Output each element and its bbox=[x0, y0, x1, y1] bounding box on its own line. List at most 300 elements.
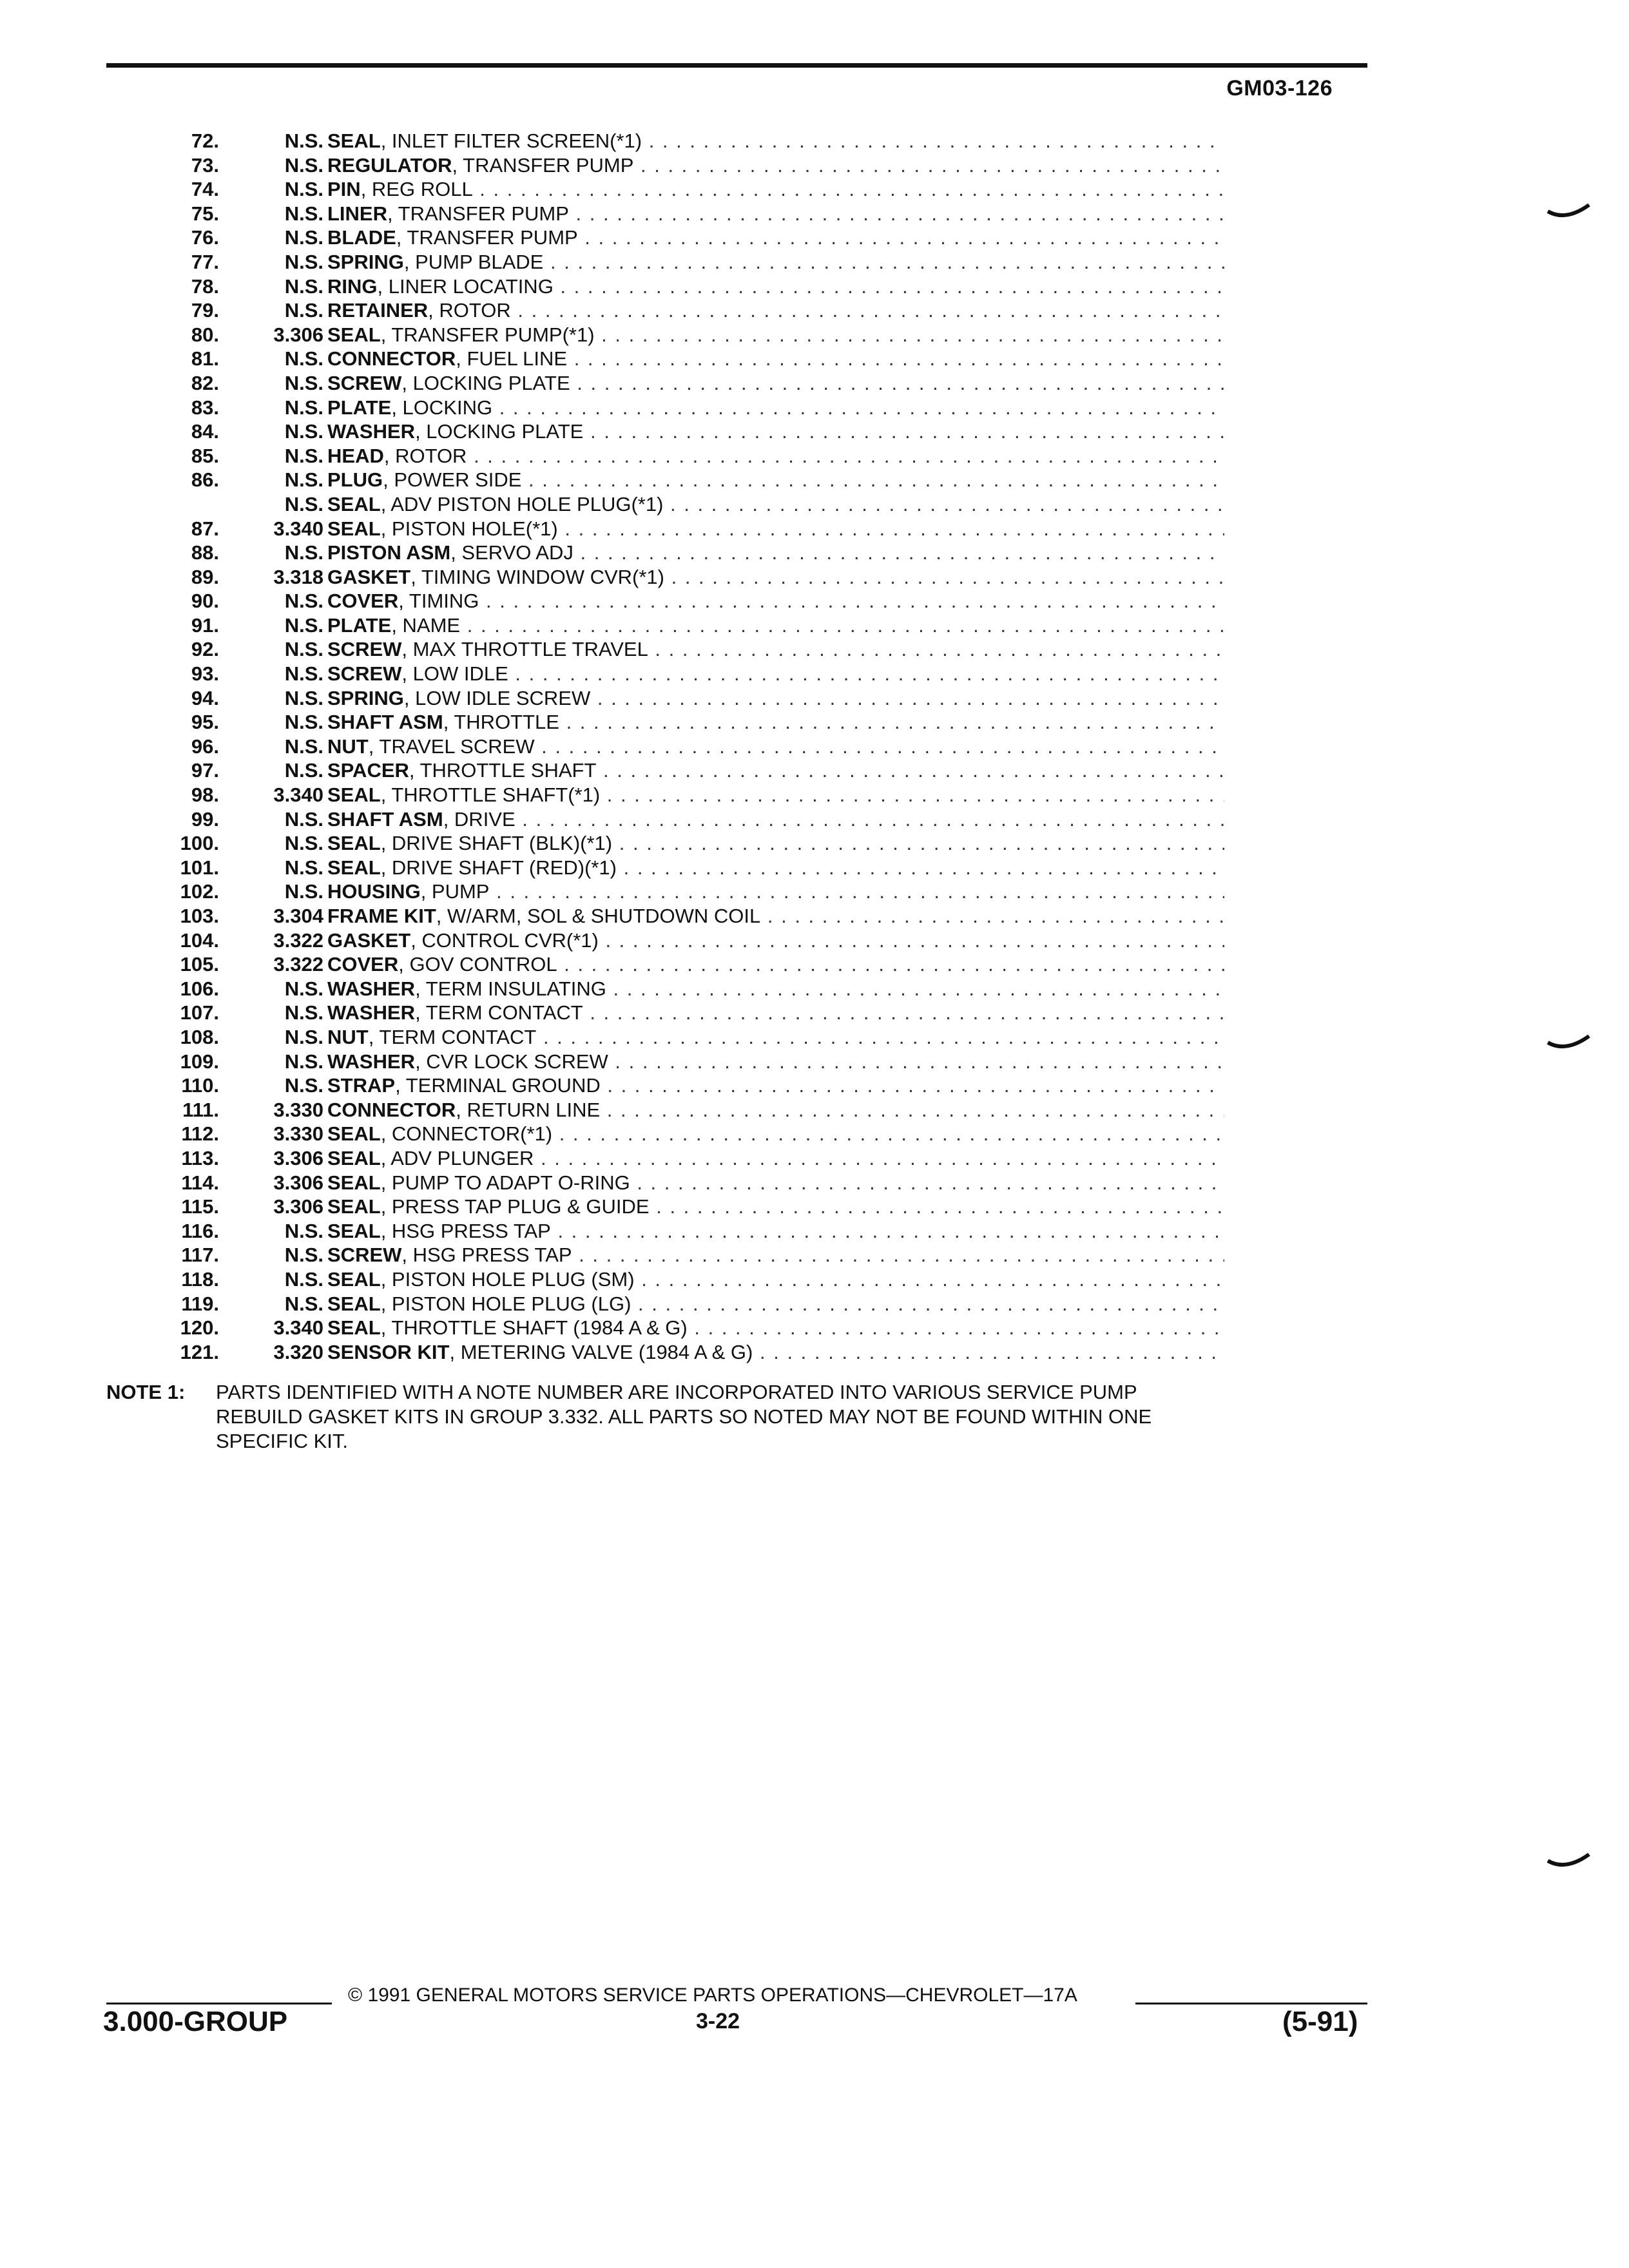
part-group: N.S. bbox=[284, 1001, 323, 1024]
part-description bbox=[327, 977, 1224, 1001]
part-detail: , TERM CONTACT bbox=[368, 1025, 537, 1048]
part-row bbox=[148, 710, 1224, 735]
part-row bbox=[148, 202, 1224, 226]
part-name: COVER bbox=[327, 953, 399, 976]
part-row bbox=[148, 662, 1224, 686]
note-label: NOTE 1: bbox=[106, 1381, 186, 1403]
part-name: RETAINER bbox=[327, 299, 429, 322]
part-name: WASHER bbox=[327, 420, 416, 443]
part-name: SHAFT ASM bbox=[327, 807, 443, 831]
part-group: N.S. bbox=[284, 299, 323, 322]
part-detail: , CONTROL CVR(*1) bbox=[410, 928, 599, 952]
part-group: N.S. bbox=[284, 807, 323, 831]
page-number: 3-22 bbox=[696, 2009, 740, 2033]
part-group: N.S. bbox=[284, 420, 323, 443]
parts-list bbox=[148, 129, 1224, 1364]
part-detail: , FUEL LINE bbox=[456, 347, 568, 370]
part-row bbox=[148, 1001, 1224, 1025]
part-row bbox=[148, 807, 1224, 832]
part-detail: , SERVO ADJ bbox=[450, 541, 574, 564]
part-detail: , PISTON HOLE PLUG (SM) bbox=[380, 1267, 635, 1291]
part-group: N.S. bbox=[284, 226, 323, 249]
part-row bbox=[148, 1146, 1224, 1171]
part-detail: , TRANSFER PUMP bbox=[452, 153, 634, 177]
part-detail: , THROTTLE SHAFT (1984 A & G) bbox=[380, 1316, 688, 1340]
part-row bbox=[148, 735, 1224, 759]
part-description bbox=[327, 1340, 1224, 1365]
part-detail: , METERING VALVE (1984 A & G) bbox=[449, 1340, 753, 1363]
part-number: 86. bbox=[191, 468, 219, 492]
part-number: 101. bbox=[180, 856, 219, 879]
part-group: N.S. bbox=[284, 130, 323, 152]
part-name: STRAP bbox=[327, 1074, 396, 1097]
part-group: 3.340 bbox=[273, 1316, 323, 1340]
part-description bbox=[327, 904, 1224, 928]
part-name: SEAL bbox=[327, 1171, 381, 1194]
part-description bbox=[327, 468, 1224, 492]
part-group: N.S. bbox=[284, 492, 323, 515]
part-description bbox=[327, 807, 1224, 832]
part-description bbox=[327, 177, 1224, 202]
part-group: N.S. bbox=[284, 468, 323, 492]
part-group: N.S. bbox=[284, 1267, 323, 1291]
part-number: 98. bbox=[191, 783, 219, 807]
part-number: 113. bbox=[181, 1146, 219, 1169]
part-detail: , TRANSFER PUMP bbox=[396, 226, 578, 249]
part-name: SEAL bbox=[327, 783, 381, 807]
part-detail: , PISTON HOLE PLUG (LG) bbox=[380, 1292, 631, 1315]
part-number: 82. bbox=[191, 371, 219, 394]
part-number: 73. bbox=[191, 153, 219, 177]
part-name: SPRING bbox=[327, 250, 404, 273]
part-detail: , TERMINAL GROUND bbox=[395, 1074, 601, 1097]
part-detail: , LINER LOCATING bbox=[377, 274, 554, 298]
part-description bbox=[327, 1292, 1224, 1316]
part-row bbox=[148, 613, 1224, 638]
part-description bbox=[327, 1219, 1224, 1244]
part-detail: , THROTTLE bbox=[443, 711, 559, 734]
part-number: 100. bbox=[180, 832, 219, 855]
part-row bbox=[148, 274, 1224, 299]
part-detail: , LOCKING bbox=[391, 396, 493, 419]
part-row bbox=[148, 952, 1224, 977]
part-number: 90. bbox=[191, 590, 219, 613]
part-row bbox=[148, 1025, 1224, 1050]
part-row bbox=[148, 1073, 1224, 1098]
part-number: 111. bbox=[182, 1098, 219, 1121]
part-name: SCREW bbox=[327, 638, 402, 661]
part-description bbox=[327, 202, 1224, 226]
part-detail: , ADV PLUNGER bbox=[380, 1146, 534, 1169]
part-description bbox=[327, 396, 1224, 420]
part-name: SEAL bbox=[327, 1122, 381, 1146]
part-description bbox=[327, 371, 1224, 396]
part-row bbox=[148, 129, 1224, 153]
part-description bbox=[327, 1073, 1224, 1098]
part-group: N.S. bbox=[284, 1292, 323, 1315]
part-name: CONNECTOR bbox=[327, 347, 456, 370]
part-name: SEAL bbox=[327, 1267, 381, 1291]
part-detail: , CONNECTOR(*1) bbox=[380, 1122, 553, 1146]
part-detail: , LOCKING PLATE bbox=[415, 420, 584, 443]
part-row bbox=[148, 904, 1224, 928]
part-number: 76. bbox=[191, 226, 219, 249]
part-group: N.S. bbox=[284, 977, 323, 1000]
part-number: 75. bbox=[191, 202, 219, 225]
part-row bbox=[148, 928, 1224, 953]
part-group: 3.304 bbox=[273, 905, 323, 927]
part-detail: , TIMING WINDOW CVR(*1) bbox=[410, 565, 664, 588]
part-detail: , PISTON HOLE(*1) bbox=[380, 517, 558, 540]
part-group: 3.322 bbox=[273, 953, 323, 976]
part-detail: , TIMING bbox=[398, 590, 479, 613]
part-group: N.S. bbox=[284, 541, 323, 564]
part-number: 103. bbox=[180, 905, 219, 927]
part-number: 84. bbox=[191, 420, 219, 443]
part-detail: , TRAVEL SCREW bbox=[368, 735, 535, 758]
part-row bbox=[148, 250, 1224, 274]
part-detail: , THROTTLE SHAFT bbox=[409, 759, 597, 782]
part-group: N.S. bbox=[284, 202, 323, 225]
part-detail: , ROTOR bbox=[428, 299, 511, 322]
part-detail: , REG ROLL bbox=[360, 178, 473, 201]
part-name: SEAL bbox=[327, 856, 381, 879]
part-name: HOUSING bbox=[327, 880, 421, 903]
part-row bbox=[148, 153, 1224, 178]
part-name: NUT bbox=[327, 1025, 369, 1048]
part-detail: , ROTOR bbox=[383, 444, 467, 467]
part-group: N.S. bbox=[284, 662, 323, 686]
part-name: WASHER bbox=[327, 977, 416, 1000]
part-name: SPRING bbox=[327, 686, 404, 709]
footer-rule bbox=[106, 2003, 332, 2004]
part-row bbox=[148, 177, 1224, 202]
part-description bbox=[327, 1001, 1224, 1025]
part-description bbox=[327, 783, 1224, 807]
part-name: SEAL bbox=[327, 1219, 381, 1242]
part-description bbox=[327, 1171, 1224, 1195]
part-name: RING bbox=[327, 274, 378, 298]
part-detail: , DRIVE SHAFT (BLK)(*1) bbox=[380, 832, 613, 855]
part-detail: , DRIVE bbox=[443, 807, 516, 831]
part-name: LINER bbox=[327, 202, 387, 225]
part-group: 3.306 bbox=[273, 1146, 323, 1169]
footer-rule bbox=[1135, 2003, 1367, 2004]
part-row bbox=[148, 1122, 1224, 1146]
part-group: N.S. bbox=[284, 1244, 323, 1267]
part-detail: , PUMP bbox=[420, 880, 490, 903]
part-name: SHAFT ASM bbox=[327, 711, 443, 734]
part-group: N.S. bbox=[284, 735, 323, 758]
part-description bbox=[327, 1122, 1224, 1146]
part-group: N.S. bbox=[284, 1074, 323, 1097]
part-number: 96. bbox=[191, 735, 219, 758]
part-description bbox=[327, 1316, 1224, 1340]
part-number: 77. bbox=[191, 250, 219, 273]
part-description bbox=[327, 541, 1224, 565]
part-description bbox=[327, 637, 1224, 662]
part-name: PLUG bbox=[327, 468, 383, 492]
part-group: 3.330 bbox=[273, 1122, 323, 1146]
copyright-line: © 1991 GENERAL MOTORS SERVICE PARTS OPERATIONS—CHEVROLET—17A bbox=[348, 1984, 1077, 2006]
part-description bbox=[327, 735, 1224, 759]
note-text bbox=[216, 1380, 1311, 1454]
part-description bbox=[327, 952, 1224, 977]
part-description bbox=[327, 298, 1224, 323]
part-description bbox=[327, 1098, 1224, 1122]
part-number: 74. bbox=[191, 178, 219, 201]
part-description bbox=[327, 1025, 1224, 1050]
part-number: 94. bbox=[191, 686, 219, 709]
part-description bbox=[327, 347, 1224, 371]
part-description bbox=[327, 129, 1224, 153]
part-detail: , LOW IDLE bbox=[401, 662, 508, 686]
part-group: N.S. bbox=[284, 444, 323, 467]
part-group: N.S. bbox=[284, 274, 323, 298]
part-group: 3.340 bbox=[273, 783, 323, 807]
part-number: 115. bbox=[181, 1195, 219, 1218]
part-description bbox=[327, 1146, 1224, 1171]
part-row bbox=[148, 396, 1224, 420]
part-detail: , TERM CONTACT bbox=[415, 1001, 583, 1024]
part-row bbox=[148, 371, 1224, 396]
part-group: N.S. bbox=[284, 396, 323, 419]
part-detail: , LOW IDLE SCREW bbox=[403, 686, 591, 709]
part-row bbox=[148, 637, 1224, 662]
part-name: NUT bbox=[327, 735, 369, 758]
part-description bbox=[327, 879, 1224, 904]
part-detail: , POWER SIDE bbox=[383, 468, 522, 492]
part-number: 85. bbox=[191, 444, 219, 467]
part-detail: , HSG PRESS TAP bbox=[401, 1244, 572, 1267]
part-row bbox=[148, 517, 1224, 541]
part-group: N.S. bbox=[284, 1219, 323, 1242]
part-number: 97. bbox=[191, 759, 219, 782]
part-name: GASKET bbox=[327, 565, 411, 588]
part-name: PLATE bbox=[327, 396, 392, 419]
part-name: SEAL bbox=[327, 1292, 381, 1315]
part-row bbox=[148, 444, 1224, 468]
part-name: PLATE bbox=[327, 613, 392, 637]
part-name: SEAL bbox=[327, 492, 381, 515]
part-detail: , MAX THROTTLE TRAVEL bbox=[401, 638, 648, 661]
top-rule bbox=[106, 63, 1367, 68]
part-number: 88. bbox=[191, 541, 219, 564]
part-row bbox=[148, 1195, 1224, 1219]
margin-tick-icon bbox=[1547, 1849, 1592, 1875]
part-number: 102. bbox=[180, 880, 219, 903]
part-row bbox=[148, 226, 1224, 250]
part-name: SEAL bbox=[327, 1316, 381, 1340]
part-description bbox=[327, 565, 1224, 590]
part-number: 99. bbox=[191, 807, 219, 831]
part-description bbox=[327, 1243, 1224, 1267]
part-row bbox=[148, 1098, 1224, 1122]
part-description bbox=[327, 589, 1224, 613]
part-row bbox=[148, 856, 1224, 880]
part-description bbox=[327, 1050, 1224, 1074]
part-group: N.S. bbox=[284, 153, 323, 177]
part-row bbox=[148, 468, 1224, 492]
part-number: 107. bbox=[180, 1001, 219, 1024]
part-row bbox=[148, 1292, 1224, 1316]
part-detail: , TERM INSULATING bbox=[415, 977, 606, 1000]
part-row bbox=[148, 1316, 1224, 1340]
part-number: 89. bbox=[191, 565, 219, 588]
part-detail: , TRANSFER PUMP bbox=[387, 202, 569, 225]
part-group: N.S. bbox=[284, 613, 323, 637]
part-number: 109. bbox=[180, 1050, 219, 1073]
part-row bbox=[148, 492, 1224, 517]
document-code: GM03-126 bbox=[1226, 76, 1333, 101]
revision-date: (5-91) bbox=[1282, 2006, 1358, 2037]
part-number: 118. bbox=[181, 1267, 219, 1291]
part-number: 104. bbox=[180, 928, 219, 952]
part-name: SEAL bbox=[327, 1195, 381, 1218]
part-description bbox=[327, 444, 1224, 468]
part-detail: , ADV PISTON HOLE PLUG(*1) bbox=[380, 492, 664, 515]
part-group: 3.306 bbox=[273, 1195, 323, 1218]
part-name: CONNECTOR bbox=[327, 1098, 456, 1121]
part-name: PISTON ASM bbox=[327, 541, 451, 564]
part-number: 72. bbox=[191, 130, 219, 152]
part-number: 92. bbox=[191, 638, 219, 661]
part-group: N.S. bbox=[284, 759, 323, 782]
part-number: 116. bbox=[181, 1219, 219, 1242]
part-description bbox=[327, 153, 1224, 178]
part-name: PIN bbox=[327, 178, 361, 201]
part-row bbox=[148, 298, 1224, 323]
part-name: SEAL bbox=[327, 130, 381, 152]
part-group: N.S. bbox=[284, 832, 323, 855]
part-row bbox=[148, 1340, 1224, 1365]
part-group: N.S. bbox=[284, 856, 323, 879]
part-group: 3.318 bbox=[273, 565, 323, 588]
part-group: N.S. bbox=[284, 250, 323, 273]
part-description bbox=[327, 419, 1224, 444]
part-number: 112. bbox=[181, 1122, 219, 1146]
part-row bbox=[148, 758, 1224, 783]
part-description bbox=[327, 1195, 1224, 1219]
part-name: HEAD bbox=[327, 444, 384, 467]
part-number: 114. bbox=[181, 1171, 219, 1194]
part-description bbox=[327, 928, 1224, 953]
part-row bbox=[148, 977, 1224, 1001]
part-number: 93. bbox=[191, 662, 219, 686]
part-number: 91. bbox=[191, 613, 219, 637]
margin-tick-icon bbox=[1547, 1031, 1592, 1057]
part-number: 95. bbox=[191, 711, 219, 734]
part-detail: , GOV CONTROL bbox=[398, 953, 557, 976]
part-name: WASHER bbox=[327, 1050, 416, 1073]
part-group: N.S. bbox=[284, 347, 323, 370]
part-name: SCREW bbox=[327, 1244, 402, 1267]
part-group: N.S. bbox=[284, 178, 323, 201]
part-name: SPACER bbox=[327, 759, 409, 782]
part-detail: , CVR LOCK SCREW bbox=[415, 1050, 608, 1073]
part-number: 119. bbox=[181, 1292, 219, 1315]
part-row bbox=[148, 323, 1224, 347]
part-name: SEAL bbox=[327, 1146, 381, 1169]
part-detail: , PUMP TO ADAPT O-RING bbox=[380, 1171, 630, 1194]
part-number: 110. bbox=[181, 1074, 219, 1097]
note-line: PARTS IDENTIFIED WITH A NOTE NUMBER ARE INCORPORATED INTO VARIOUS SERVICE PUMP bbox=[216, 1381, 1137, 1403]
part-number: 105. bbox=[180, 953, 219, 976]
part-name: SCREW bbox=[327, 371, 402, 394]
part-detail: , LOCKING PLATE bbox=[401, 371, 570, 394]
note-line: SPECIFIC KIT. bbox=[216, 1430, 348, 1452]
part-detail: , INLET FILTER SCREEN(*1) bbox=[380, 130, 642, 152]
part-row bbox=[148, 1267, 1224, 1292]
part-group: N.S. bbox=[284, 1025, 323, 1048]
part-row bbox=[148, 1243, 1224, 1267]
part-row bbox=[148, 1219, 1224, 1244]
part-detail: , HSG PRESS TAP bbox=[380, 1219, 551, 1242]
part-group: 3.306 bbox=[273, 323, 323, 346]
part-detail: , W/ARM, SOL & SHUTDOWN COIL bbox=[436, 905, 761, 927]
part-group: 3.322 bbox=[273, 928, 323, 952]
part-row bbox=[148, 565, 1224, 590]
part-description bbox=[327, 250, 1224, 274]
part-name: BLADE bbox=[327, 226, 396, 249]
part-description bbox=[327, 686, 1224, 711]
part-row bbox=[148, 783, 1224, 807]
part-row bbox=[148, 347, 1224, 371]
part-name: COVER bbox=[327, 590, 399, 613]
part-detail: , TRANSFER PUMP(*1) bbox=[380, 323, 595, 346]
part-name: GASKET bbox=[327, 928, 411, 952]
part-description bbox=[327, 710, 1224, 735]
part-description bbox=[327, 831, 1224, 856]
part-number: 117. bbox=[181, 1244, 219, 1267]
part-description bbox=[327, 323, 1224, 347]
part-number: 83. bbox=[191, 396, 219, 419]
part-row bbox=[148, 419, 1224, 444]
part-name: SEAL bbox=[327, 832, 381, 855]
part-group: 3.330 bbox=[273, 1098, 323, 1121]
part-description bbox=[327, 856, 1224, 880]
note-line: REBUILD GASKET KITS IN GROUP 3.332. ALL PARTS SO NOTED MAY NOT BE FOUND WITHIN ONE bbox=[216, 1405, 1152, 1428]
part-detail: , RETURN LINE bbox=[456, 1098, 601, 1121]
margin-tick-icon bbox=[1547, 200, 1592, 226]
part-number: 108. bbox=[180, 1025, 219, 1048]
part-name: WASHER bbox=[327, 1001, 416, 1024]
part-number: 121. bbox=[180, 1340, 219, 1363]
part-number: 80. bbox=[191, 323, 219, 346]
part-group: N.S. bbox=[284, 1050, 323, 1073]
part-detail: , THROTTLE SHAFT(*1) bbox=[380, 783, 601, 807]
part-row bbox=[148, 589, 1224, 613]
part-name: SENSOR KIT bbox=[327, 1340, 450, 1363]
part-group: 3.340 bbox=[273, 517, 323, 540]
part-row bbox=[148, 879, 1224, 904]
part-detail: , NAME bbox=[391, 613, 461, 637]
part-number: 79. bbox=[191, 299, 219, 322]
part-number: 78. bbox=[191, 274, 219, 298]
part-number: 87. bbox=[191, 517, 219, 540]
part-detail: , DRIVE SHAFT (RED)(*1) bbox=[380, 856, 617, 879]
part-group: N.S. bbox=[284, 638, 323, 661]
part-group: N.S. bbox=[284, 880, 323, 903]
part-row bbox=[148, 686, 1224, 711]
part-row bbox=[148, 831, 1224, 856]
part-detail: , PRESS TAP PLUG & GUIDE bbox=[380, 1195, 650, 1218]
part-description bbox=[327, 1267, 1224, 1292]
part-description bbox=[327, 517, 1224, 541]
part-group: N.S. bbox=[284, 590, 323, 613]
part-group: 3.320 bbox=[273, 1340, 323, 1363]
part-description bbox=[327, 758, 1224, 783]
